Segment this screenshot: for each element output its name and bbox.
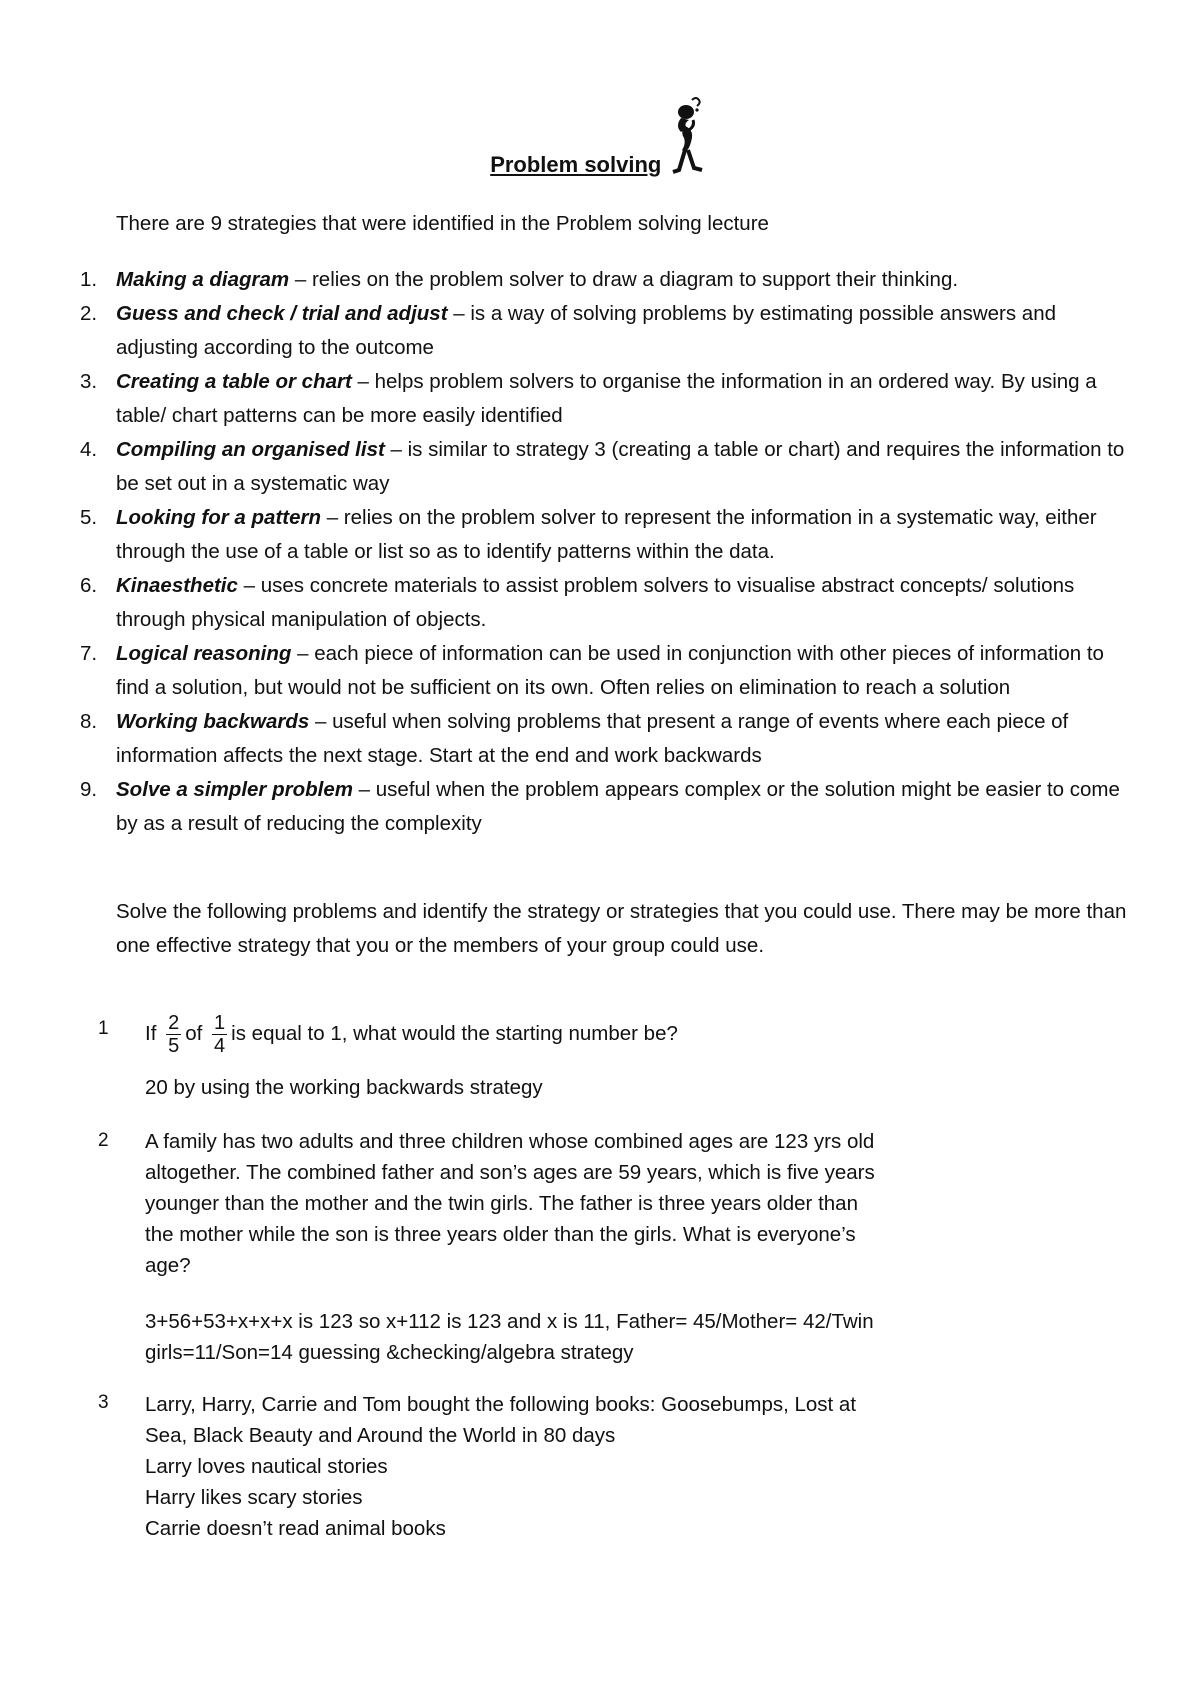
fraction: $\frac{2}{5}$ [168, 1012, 180, 1057]
list-item: 3. Creating a table or chart – helps problem solvers to organise the information in an ordered way. By using a table/ chart patterns can be more easily identified [80, 370, 1097, 427]
strategy-description: – useful when the problem appears complex or the solution might be easier to come by as a result of reducing the complexity [116, 778, 1120, 835]
page-title: Problem solving [490, 152, 662, 177]
strategy-term: Logical reasoning [116, 642, 292, 665]
problem-answer: 3+56+53+x+x+x is 123 so x+112 is 123 and x is 11, Father= 45/Mother= 42/Twin girls=11/Son=14 guessing &checking/algebra strategy [145, 1310, 874, 1364]
list-item: 9. Solve a simpler problem – useful when the problem appears complex or the solution might be easier to come by as a result of reducing the complexity [80, 778, 1120, 835]
strategy-description: – relies on the problem solver to represent the information in a systematic way, either through the use of a table or list so as to identify patterns within the data. [116, 506, 1097, 563]
list-item: 1. Making a diagram – relies on the problem solver to draw a diagram to support their thinking. [80, 268, 959, 291]
strategy-description: – is a way of solving problems by estimating possible answers and adjusting according to the outcome [116, 302, 1056, 359]
list-item: 5. Looking for a pattern – relies on the problem solver to represent the information in a systematic way, either through the use of a table or list so as to identify patterns within the data. [80, 506, 1097, 563]
strategy-description: – is similar to strategy 3 (creating a table or chart) and requires the information to be set out in a systematic way [116, 438, 1125, 495]
thinking-figure-icon [668, 96, 710, 178]
intro-text: There are 9 strategies that were identified in the Problem solving lecture [116, 212, 769, 235]
strategy-term: Making a diagram [116, 268, 290, 291]
problem-question: A family has two adults and three children whose combined ages are 123 yrs old altogether. The combined father and son’s ages are 59 years, which is five years younger than the mother and the twin girls. The father is three years older than the mother while the son is three years older than the girls. What is everyone’s age? [145, 1130, 875, 1277]
strategy-list [80, 263, 1140, 841]
problem-question: If $\frac{2}{5}$ of $\frac{1}{4}$ is equal to 1, what would the starting number be? [145, 1012, 678, 1057]
strategy-description: – useful when solving problems that present a range of events where each piece of information affects the next stage. Start at the end and work backwards [116, 710, 1069, 767]
problem-answer: 20 by using the working backwards strategy [145, 1076, 543, 1099]
title-row [0, 96, 1200, 178]
strategy-term: Compiling an organised list [116, 438, 385, 461]
strategy-description: – helps problem solvers to organise the information in an ordered way. By using a table/ chart patterns can be more easily identified [116, 370, 1097, 427]
instructions-text: Solve the following problems and identify the strategy or strategies that you could use. There may be more than one effective strategy that you or the members of your group could use. [116, 900, 1127, 957]
problem-question: Larry, Harry, Carrie and Tom bought the following books: Goosebumps, Lost at Sea, Black Beauty and Around the World in 80 days Larry loves nautical stories Harry likes scary stories Carrie doesn’t read animal books [145, 1393, 857, 1540]
strategy-term: Solve a simpler problem [116, 778, 353, 801]
strategy-term: Guess and check / trial and adjust [116, 302, 448, 325]
fraction: $\frac{1}{4}$ [214, 1012, 226, 1057]
list-item: 6. Kinaesthetic – uses concrete materials to assist problem solvers to visualise abstract concepts/ solutions through physical manipulation of objects. [80, 574, 1075, 631]
strategy-description: – relies on the problem solver to draw a diagram to support their thinking. [289, 268, 959, 291]
strategy-term: Looking for a pattern [116, 506, 321, 529]
list-item: 7. Logical reasoning – each piece of information can be used in conjunction with other pieces of information to find a solution, but would not be sufficient on its own. Often relies on elimination to reach a solution [80, 642, 1104, 699]
problem-number: 1 [98, 1018, 109, 1039]
strategy-term: Creating a table or chart [116, 370, 352, 393]
list-item: 8. Working backwards – useful when solving problems that present a range of events where each piece of information affects the next stage. Start at the end and work backwards [80, 710, 1069, 767]
strategy-description: – uses concrete materials to assist problem solvers to visualise abstract concepts/ solutions through physical manipulation of objects. [116, 574, 1075, 631]
problem-number: 2 [98, 1130, 109, 1151]
strategy-term: Working backwards [116, 710, 310, 733]
strategy-description: – each piece of information can be used in conjunction with other pieces of information to find a solution, but would not be sufficient on its own. Often relies on elimination to reach a solution [116, 642, 1104, 699]
list-item: 2. Guess and check / trial and adjust – is a way of solving problems by estimating possible answers and adjusting according to the outcome [80, 302, 1056, 359]
strategy-term: Kinaesthetic [116, 574, 238, 597]
problem-number: 3 [98, 1392, 109, 1413]
list-item: 4. Compiling an organised list – is similar to strategy 3 (creating a table or chart) and requires the information to be set out in a systematic way [80, 438, 1125, 495]
